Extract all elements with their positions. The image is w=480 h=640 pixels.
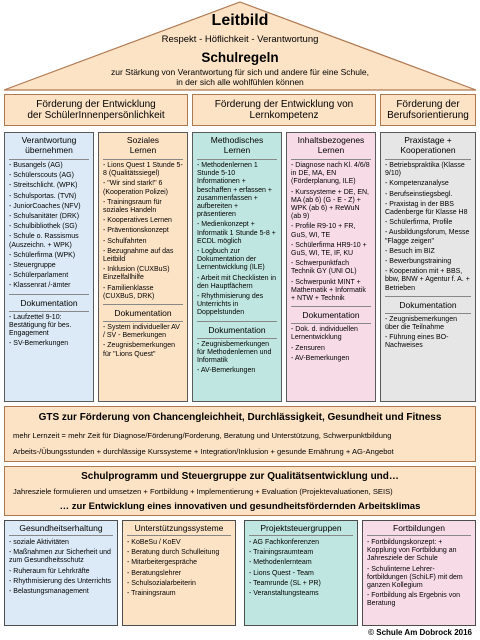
box-item: - Methodenlernteam xyxy=(249,559,312,567)
column-title-line2: übernehmen xyxy=(25,144,73,155)
gts-band xyxy=(4,406,476,462)
column-title-line1: Soziales xyxy=(126,135,160,145)
divider xyxy=(103,304,183,305)
divider xyxy=(385,296,471,297)
box-item: - Schulinterne Lehrer- fortbildungen (SchiLF) mit dem ganzen Kollegium xyxy=(367,565,463,590)
leitbild-values: Respekt - Höflichkeit - Verantwortung xyxy=(161,34,319,45)
dokumentation-heading: Dokumentation xyxy=(208,324,266,335)
box-item: - Veranstaltungsteams xyxy=(249,590,319,598)
box-item: - AG Fachkonferenzen xyxy=(249,539,320,546)
box-item: - Fortbildungskonzept: + Kopplung von Fortbildung an Jahresziele der Schule xyxy=(367,539,457,563)
box-item: - Beratung durch Schulleitung xyxy=(127,549,220,557)
box-item: - Fortbildung als Ergebnis von Beratung xyxy=(367,592,460,608)
column-title-line2: Lernen xyxy=(317,144,345,155)
column-title-line2: Kooperationen xyxy=(400,144,456,155)
dokumentation-item: - Führung eines BO-Nachweises xyxy=(385,334,449,350)
column-item: - Familienklasse (CUXBuS, DRK) xyxy=(103,284,155,300)
column-praxistage xyxy=(380,132,476,402)
column-title xyxy=(291,136,371,155)
copyright: © Schule Am Dobrock 2016 xyxy=(368,628,472,637)
column-item: - Schwerpunkt MINT + Mathematik + Informatik + NTW + Technik xyxy=(291,278,366,303)
column-item: - Trainingsraum für soziales Handeln xyxy=(103,198,162,215)
header-persoenlichkeit xyxy=(4,94,188,126)
box-unterstuetzungssysteme xyxy=(122,520,236,626)
column-item: - Besuch im BIZ xyxy=(385,247,435,255)
divider xyxy=(9,294,89,295)
dokumentation-item: - Zensuren xyxy=(291,344,325,352)
dokumentation-heading: Dokumentation xyxy=(399,299,457,310)
column-item: - Praxistag in der BBS Cadenberge für Klasse H8 xyxy=(385,200,468,217)
column-inhaltsbezogenes-lernen xyxy=(286,132,376,402)
column-item: - Rhythmisierung des Unterrichts in Doppelstunden xyxy=(197,293,264,317)
column-item: - Betriebspraktika (Klasse 9/10) xyxy=(385,162,465,178)
column-item: - Kooperation mit + BBS, bbw, BNW + Agentur f. A. + Betrieben xyxy=(385,268,470,292)
divider xyxy=(249,535,353,536)
column-title xyxy=(385,136,471,155)
box-item: - Lions Quest - Team xyxy=(249,569,314,577)
dokumentation-item: - Laufzettel 9-10: Bestätigung für bes. Engagement xyxy=(9,313,72,338)
box-item: - Belastungsmanagement xyxy=(9,588,89,596)
schulregeln-subtitle xyxy=(70,67,410,87)
gts-line1: mehr Lernzeit = mehr Zeit für Diagnose/Förderung/Forderung, Beratung und Unterstützung, Schwerpunktbildung xyxy=(13,431,392,440)
divider xyxy=(9,159,89,160)
divider xyxy=(385,313,471,314)
schulregeln-title: Schulregeln xyxy=(201,50,279,65)
column-title-line1: Methodisches xyxy=(210,135,264,145)
column-item: - Schulfahrten xyxy=(103,237,147,245)
column-item: - Schulsanitäter (DRK) xyxy=(9,213,80,221)
box-item: - Mitarbeitergespräche xyxy=(127,559,198,567)
column-title xyxy=(9,136,89,155)
dokumentation-item: - Zeugnisbemerkungen über die Teilnahme xyxy=(385,315,457,332)
box-item: - Beratungslehrer xyxy=(127,569,182,577)
header-persoenlichkeit-line1: Förderung der Entwicklung xyxy=(36,99,156,110)
column-title-line1: Praxistage + xyxy=(404,135,452,145)
column-item: - Diagnose nach Kl. 4/6/8 in DE, MA, EN (Förderplanung, ILE) xyxy=(291,162,370,186)
dokumentation-heading: Dokumentation xyxy=(302,310,360,321)
column-item: - Ausbildungsforum, Messe "Flagge zeigen" xyxy=(385,229,470,245)
box-item: - Ruheraum für Lehrkräfte xyxy=(9,567,90,575)
divider xyxy=(197,338,277,339)
column-item: - Schülerparlament xyxy=(9,272,69,280)
dokumentation-heading: Dokumentation xyxy=(20,297,78,308)
dokumentation-item: - System individueller AV / SV - Bemerkungen xyxy=(103,324,180,340)
box-item: - soziale Aktivitäten xyxy=(9,539,69,546)
box-title: Gesundheitserhaltung xyxy=(19,523,103,533)
column-item: - Arbeit mit Checklisten in den Hauptfächern xyxy=(197,274,276,290)
column-item: - Logbuch zur Dokumentation der Lernentwicklung (ILE) xyxy=(197,248,265,272)
box-item: - Schulsozialarbeiterin xyxy=(127,579,196,587)
dokumentation-item: - Zeugnisbemerkungen für Methodenlernen und Informatik xyxy=(197,340,272,365)
column-item: - Bewerbungstraining xyxy=(385,258,452,266)
column-item: - Busangels (AG) xyxy=(9,162,63,169)
column-item: - Klassenrat /-ämter xyxy=(9,282,71,290)
column-title-line1: Inhaltsbezogenes xyxy=(297,135,365,145)
column-methodisches-lernen xyxy=(192,132,282,402)
divider xyxy=(291,323,371,324)
column-item: - Schülerscouts (AG) xyxy=(9,172,74,180)
box-item: - Maßnahmen zur Sicherheit und zum Gesundheitsschutz xyxy=(9,549,111,565)
schulregeln-subtitle-line2: in der sich alle wohlfühlen können xyxy=(176,77,304,87)
box-item: - KoBeSu / KoEV xyxy=(127,539,181,546)
schulregeln-subtitle-line1: zur Stärkung von Verantwortung für sich und andere für eine Schule, xyxy=(111,67,369,77)
leitbild-title: Leitbild xyxy=(211,12,269,29)
schulprogramm-band xyxy=(4,466,476,516)
schulprogramm-title: Schulprogramm und Steuergruppe zur Qualitätsentwicklung und… xyxy=(81,471,399,482)
column-item: - Schülerfirma HR9-10 + GuS, WI, TE, IF, KU xyxy=(291,241,367,258)
column-item: - Streitschlicht. (WPK) xyxy=(9,182,78,190)
gts-line2: Arbeits-/Übungsstunden + durchlässige Kurssysteme + Integration/Inklusion + gesunde Ernährung + AG-Angebot xyxy=(13,447,394,456)
header-persoenlichkeit-line2: der SchülerInnenpersönlichkeit xyxy=(27,110,165,121)
box-gesundheitserhaltung xyxy=(4,520,118,626)
schulprogramm-line2: … zur Entwicklung eines innovativen und gesundheitsfördernden Arbeitsklimas xyxy=(59,501,421,512)
column-item: - Schule o. Rassismus (Auszeichn. + WPK) xyxy=(9,233,79,249)
schulprogramm-line1: Jahresziele formulieren und umsetzen + Fortbildung + Implementierung + Evaluation (Projektevaluationen, SEIS) xyxy=(13,487,393,496)
header-lernkompetenz-line1: Förderung der Entwicklung von xyxy=(214,99,354,110)
column-item: - Kooperatives Lernen xyxy=(103,217,172,225)
column-item: - Kurssysteme + DE, EN, MA (ab 6) (G - E - Z) + WPK (ab 6) + ReWuN (ab 9) xyxy=(291,188,369,221)
divider xyxy=(103,321,183,322)
dokumentation-item: - AV-Bemerkungen xyxy=(197,367,256,375)
header-berufsorientierung-line2: Berufsorientierung xyxy=(387,110,469,121)
column-item: - Medienkonzept + Informatik 1 Stunde 5-8 + ECDL möglich xyxy=(197,221,276,245)
column-title xyxy=(103,136,183,155)
divider xyxy=(9,535,113,536)
box-fortbildungen xyxy=(362,520,476,626)
header-berufsorientierung-line1: Förderung der xyxy=(396,99,460,110)
divider xyxy=(127,535,231,536)
dokumentation-heading: Dokumentation xyxy=(114,308,172,319)
column-item: - Methodenlernen 1 Stunde 5-10 Informationen + beschaffen + erfassen + zusammenfassen + aufbereiten + präsentieren xyxy=(197,162,272,219)
column-title-line2: Lernen xyxy=(129,144,157,155)
box-title: Fortbildungen xyxy=(393,523,445,533)
header-lernkompetenz xyxy=(192,94,376,126)
box-projektsteuergruppen xyxy=(244,520,358,626)
box-item: - Trainingsraumteam xyxy=(249,549,314,557)
column-title-line1: Verantwortung xyxy=(21,135,77,145)
column-item: - "Wir sind stark!" 6 (Kooperation Polizei) xyxy=(103,180,168,196)
divider xyxy=(103,159,183,160)
box-item: - Trainingsraum xyxy=(127,590,176,598)
column-item: - Schulbibliothek (SG) xyxy=(9,223,78,231)
dokumentation-item: - AV-Bemerkungen xyxy=(291,354,350,362)
column-item: - JuniorCoaches (NFV) xyxy=(9,202,81,210)
column-item: - Schulsportas. (TVN) xyxy=(9,192,77,200)
column-title-line2: Lernen xyxy=(223,144,251,155)
column-item: - Bezugnahme auf das Leitbild xyxy=(103,247,174,264)
column-item: - Schwerpunktfach Technik GY (UNI OL) xyxy=(291,260,357,276)
column-item: - Präventionskonzept xyxy=(103,227,169,235)
header-lernkompetenz-line2: Lernkompetenz xyxy=(249,110,319,121)
column-item: - Lions Quest 1 Stunde 5-8 (Qualitätssiegel) xyxy=(103,162,183,178)
divider xyxy=(9,311,89,312)
column-item: - Inklusion (CUXBuS) Einzelfallhilfe xyxy=(103,266,170,282)
column-item: - Berufseinstiegsbegl. xyxy=(385,190,453,198)
column-soziales-lernen xyxy=(98,132,188,402)
divider xyxy=(385,159,471,160)
column-verantwortung xyxy=(4,132,94,402)
box-title: Projektsteuergruppen xyxy=(260,523,342,533)
divider xyxy=(367,535,471,536)
box-item: - Rhythmisierung des Unterrichts xyxy=(9,577,111,585)
column-item: - Schülerfirma (WPK) xyxy=(9,251,76,259)
column-item: - Profile R9-10 + FR, GuS, WI, TE xyxy=(291,223,356,239)
column-item: - Schülerfirma, Profile xyxy=(385,219,453,227)
divider xyxy=(197,159,277,160)
column-item: - Steuergruppe xyxy=(9,262,56,270)
divider xyxy=(291,159,371,160)
box-item: - Teamrunde (SL + PR) xyxy=(249,579,321,587)
box-title: Unterstützungssysteme xyxy=(134,523,224,533)
dokumentation-item: - SV-Bemerkungen xyxy=(9,340,69,348)
divider xyxy=(197,321,277,322)
dokumentation-item: - Zeugnisbemerkungen für "Lions Quest" xyxy=(103,342,175,358)
column-item: - Kompetenzanalyse xyxy=(385,180,449,188)
column-title xyxy=(197,136,277,155)
header-berufsorientierung xyxy=(380,94,476,126)
dokumentation-item: - Dok. d. individuellen Lernentwicklung xyxy=(291,326,358,342)
divider xyxy=(291,306,371,307)
gts-title: GTS zur Förderung von Chancengleichheit, Durchlässigkeit, Gesundheit und Fitness xyxy=(38,412,442,423)
